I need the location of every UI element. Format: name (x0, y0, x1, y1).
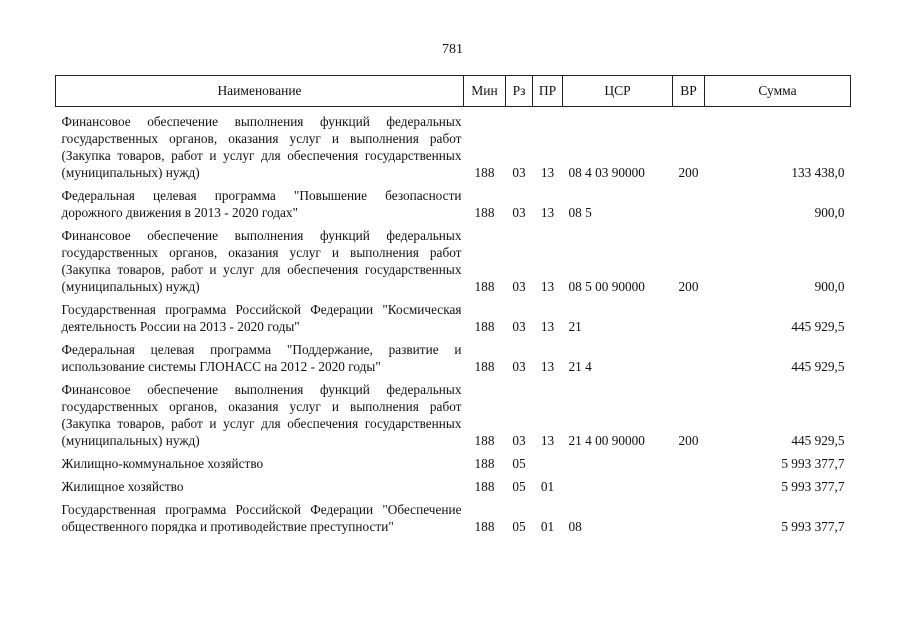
row-rz: 05 (512, 479, 526, 494)
row-vr (673, 472, 705, 495)
row-sum: 5 993 377,7 (781, 456, 845, 471)
row-vr (673, 449, 705, 472)
row-pr: 13 (540, 279, 555, 294)
row-rz: 03 (512, 359, 526, 374)
row-csr: 21 4 00 90000 (568, 433, 645, 448)
row-rz: 03 (512, 279, 526, 294)
row-csr: 21 4 (568, 359, 592, 374)
row-vr: 200 (678, 165, 699, 180)
row-pr: 13 (540, 359, 555, 374)
table-row (56, 221, 851, 295)
row-min: 188 (474, 359, 495, 374)
row-csr (563, 472, 673, 495)
table-row (56, 107, 851, 182)
table-row (56, 335, 851, 375)
table-header (56, 76, 851, 107)
row-min: 188 (474, 165, 495, 180)
row-csr (563, 449, 673, 472)
row-csr: 08 (568, 519, 582, 534)
row-rz: 03 (512, 433, 526, 448)
table-row (56, 375, 851, 449)
row-csr: 08 5 (568, 205, 592, 220)
row-vr (673, 295, 705, 335)
row-pr: 13 (540, 433, 555, 448)
table-row (56, 295, 851, 335)
row-name: Финансовое обеспечение выполнения функций федеральных государственных органов, оказания услуг и выполнения работ (Закупка товаров, работ и услуг для обеспечения государственных (муниципальных) нужд) (61, 382, 462, 448)
table-body (56, 107, 851, 536)
table-row (56, 495, 851, 535)
row-min: 188 (474, 479, 495, 494)
budget-table (55, 75, 851, 535)
row-min: 188 (474, 205, 495, 220)
row-rz: 05 (512, 456, 526, 471)
row-sum: 900,0 (814, 279, 845, 294)
page-number: 781 (442, 42, 463, 57)
row-sum: 5 993 377,7 (781, 519, 845, 534)
row-vr: 200 (678, 433, 699, 448)
row-sum: 5 993 377,7 (781, 479, 845, 494)
row-pr (533, 449, 563, 472)
row-pr: 13 (540, 319, 555, 334)
header-sum: Сумма (705, 76, 851, 107)
header-csr: ЦСР (563, 76, 673, 107)
header-pr: ПР (533, 76, 563, 107)
row-csr: 08 5 00 90000 (568, 279, 645, 294)
row-min: 188 (474, 456, 495, 471)
table-row (56, 449, 851, 472)
row-csr: 08 4 03 90000 (568, 165, 645, 180)
table-row (56, 181, 851, 221)
row-sum: 445 929,5 (791, 433, 845, 448)
row-sum: 445 929,5 (791, 319, 845, 334)
row-pr: 13 (540, 165, 555, 180)
row-min: 188 (474, 519, 495, 534)
row-vr (673, 335, 705, 375)
header-name: Наименование (56, 76, 464, 107)
row-name: Финансовое обеспечение выполнения функций федеральных государственных органов, оказания услуг и выполнения работ (Закупка товаров, работ и услуг для обеспечения государственных (муниципальных) нужд) (61, 228, 462, 294)
row-name: Государственная программа Российской Федерации "Обеспечение общественного порядка и противодействие преступности" (61, 502, 462, 534)
row-rz: 03 (512, 205, 526, 220)
table-row (56, 472, 851, 495)
row-vr: 200 (678, 279, 699, 294)
header-vr: ВР (673, 76, 705, 107)
row-rz: 03 (512, 319, 526, 334)
row-sum: 900,0 (814, 205, 845, 220)
header-rz: Рз (506, 76, 533, 107)
row-rz: 05 (512, 519, 526, 534)
row-pr: 13 (540, 205, 555, 220)
row-name: Жилищно-коммунальное хозяйство (61, 456, 264, 471)
row-vr (673, 495, 705, 535)
row-name: Федеральная целевая программа "Поддержание, развитие и использование системы ГЛОНАСС на 2012 - 2020 годы" (61, 342, 462, 374)
row-sum: 133 438,0 (791, 165, 845, 180)
row-name: Государственная программа Российской Федерации "Космическая деятельность России на 2013 - 2020 годы" (61, 302, 462, 334)
row-vr (673, 181, 705, 221)
header-min: Мин (464, 76, 506, 107)
row-rz: 03 (512, 165, 526, 180)
row-min: 188 (474, 319, 495, 334)
row-pr: 01 (540, 479, 555, 494)
row-sum: 445 929,5 (791, 359, 845, 374)
row-min: 188 (474, 279, 495, 294)
row-pr: 01 (540, 519, 555, 534)
row-name: Жилищное хозяйство (61, 479, 184, 494)
row-name: Финансовое обеспечение выполнения функций федеральных государственных органов, оказания услуг и выполнения работ (Закупка товаров, работ и услуг для обеспечения государственных (муниципальных) нужд) (61, 114, 462, 180)
row-min: 188 (474, 433, 495, 448)
row-name: Федеральная целевая программа "Повышение безопасности дорожного движения в 2013 - 2020 годах" (61, 188, 462, 220)
row-csr: 21 (568, 319, 582, 334)
